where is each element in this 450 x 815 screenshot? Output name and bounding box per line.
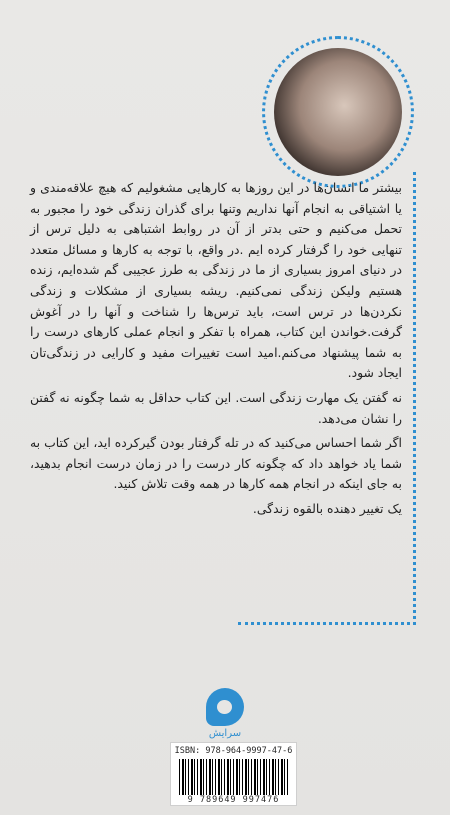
barcode-digits: 9 789649 997476 bbox=[187, 795, 280, 805]
barcode-bars bbox=[179, 759, 289, 795]
blurb-paragraph-1: بیشتر ما انسان‌ها در این روزها به کارهایی مشغولیم که هیچ علاقه‌مندی و یا اشتیاقی به انجام آنها نداریم وتنها برای گذران زندگی خود را مجبور به تحمل می‌کنیم و حتی بدتر از آن در روابط اشتباهی به دلیل ترس از تنهایی خود را گرفتار کرده ایم .در واقع، با توجه به کارها و مسائل متعدد در دنیای امروز بسیاری از ما در زندگی به طرز عجیبی گم شده‌ایم، زنده هستیم ولیکن زندگی نمی‌کنیم. ریشه بسیاری از مشکلات و زندگی نکردن‌ها در ترس است، باید ترس‌ها را شناخت و آنها را در آغوش گرفت.خواندن این کتاب، همراه با تفکر و انجام عملی کارهای درست را به شما پیشنهاد می‌کنم.امید است تغییرات مفید و کارایی در زندگی‌تان ایجاد شود. bbox=[30, 180, 402, 381]
publisher-logo bbox=[198, 688, 252, 739]
author-photo-frame bbox=[262, 36, 414, 188]
blurb-paragraph-3: اگر شما احساس می‌کنید که در تله گرفتار بودن گیرکرده اید، این کتاب به شما یاد خواهد داد که چگونه کار درست را در زمان درست انجام بدهید، به جای اینکه در انجام همه کارها در همه وقت تلاش کنید. bbox=[30, 435, 402, 492]
isbn-label: ISBN: 978-964-9997-47-6 bbox=[174, 746, 293, 756]
blurb-paragraph-4: یک تغییر دهنده بالقوه زندگی. bbox=[252, 500, 402, 516]
blurb-text bbox=[30, 178, 402, 524]
publisher-logo-icon bbox=[206, 688, 244, 726]
publisher-name: سرایش bbox=[208, 728, 242, 739]
author-photo bbox=[274, 48, 402, 176]
designer-signature bbox=[300, 730, 330, 810]
barcode bbox=[170, 742, 297, 806]
blurb-paragraph-2: نه گفتن یک مهارت زندگی است. این کتاب حداقل به شما چگونه نه گفتن را نشان می‌دهد. bbox=[30, 389, 402, 426]
